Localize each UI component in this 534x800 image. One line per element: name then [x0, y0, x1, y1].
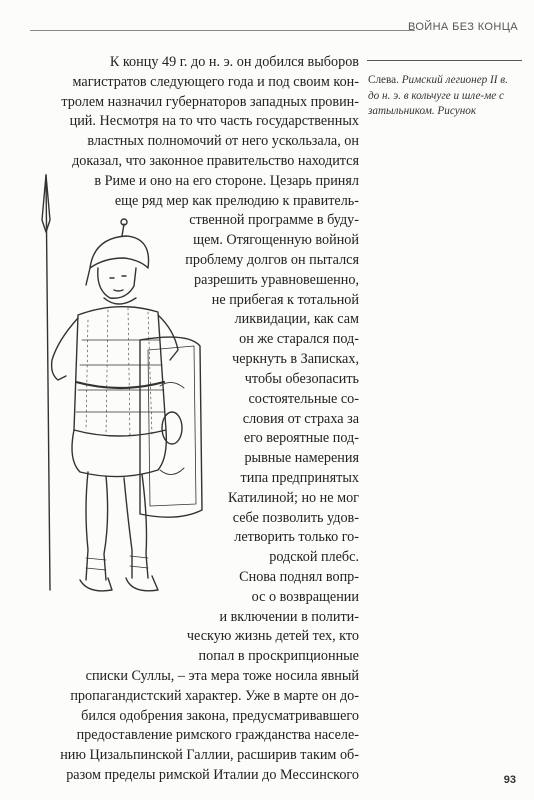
text-line: его вероятные под-	[243, 430, 359, 447]
text-line: в Риме и оно на его стороне. Цезарь принял	[94, 172, 359, 189]
face	[98, 268, 136, 298]
left-arm	[52, 318, 78, 380]
text-line: доказал, что законное правительство находится	[72, 153, 359, 170]
text-line: щем. Отягощенную войной	[193, 232, 359, 249]
right-leg	[124, 478, 132, 578]
text-line: разом пределы римской Италии до Мессинского	[66, 767, 359, 783]
text-line: типа предпринятых	[240, 469, 359, 486]
right-sandal	[126, 576, 158, 591]
text-line: разрешить уравновешенно,	[194, 271, 359, 288]
text-line: К концу 49 г. до н. э. он добился выборов	[109, 54, 359, 70]
text-line: и включении в полити-	[219, 608, 359, 625]
caption-text: Римский легионер II в. до н. э. в кольчуге и шле-ме с затыльником. Рисунок	[368, 74, 508, 117]
text-line: еще ряд мер как прелюдию к правитель-	[114, 192, 359, 209]
page-number: 93	[503, 774, 516, 786]
text-line: ческую жизнь детей тех, кто	[186, 628, 359, 645]
text-line: словия от страха за	[242, 410, 359, 427]
spear-shaft	[46, 175, 50, 590]
tunic	[72, 430, 166, 477]
left-sandal	[80, 578, 112, 591]
text-line: чтобы обезопасить	[244, 370, 359, 387]
text-line: бился одобрения закона, предусматривавшего	[81, 707, 359, 724]
shield-boss	[162, 412, 182, 444]
text-line: Снова поднял вопр-	[239, 568, 359, 585]
text-line: состоятельные со-	[248, 390, 359, 407]
text-line: он же старался под-	[239, 331, 359, 348]
figure-caption	[368, 73, 520, 120]
helmet	[90, 236, 149, 268]
text-line: попал в проскрипционные	[198, 648, 359, 665]
text-line: не прибегая к тотальной	[211, 291, 359, 308]
text-line: тролем назначил губернаторов западных провин-	[61, 93, 359, 110]
text-line: проблему долгов он пытался	[185, 252, 359, 269]
text-line: летворить только го-	[234, 529, 359, 546]
sidebar-rule	[367, 60, 522, 61]
text-line: рывные намерения	[244, 450, 359, 467]
text-line: ос о возвращении	[251, 588, 359, 605]
text-line: родской плебс.	[269, 549, 359, 566]
text-line: магистратов следующего года и под своим кон-	[72, 73, 359, 90]
text-line: пропагандистский характер. Уже в марте он до-	[70, 687, 359, 704]
header-rule	[30, 30, 415, 31]
text-line: ций. Несмотря на то что часть государственных	[69, 113, 359, 130]
left-leg	[86, 472, 88, 580]
caption-lead: Слева.	[368, 74, 399, 86]
text-line: предоставление римского гражданства населе-	[76, 727, 359, 744]
text-line: властных полномочий от него ускользала, он	[87, 133, 359, 150]
text-line: Катилиной; но не мог	[228, 489, 359, 506]
text-line: ственной программе в буду-	[189, 212, 359, 229]
text-line: себе позволить удов-	[232, 509, 359, 526]
belt	[76, 382, 164, 388]
running-header: ВОЙНА БЕЗ КОНЦА	[407, 21, 518, 33]
text-line: нию Цизальпинской Галлии, расширив таким об-	[60, 747, 359, 764]
text-line: ликвидации, как сам	[234, 311, 359, 328]
text-line: черкнуть в Записках,	[232, 351, 359, 368]
text-line: списки Суллы, – эта мера тоже носила явный	[85, 667, 359, 684]
